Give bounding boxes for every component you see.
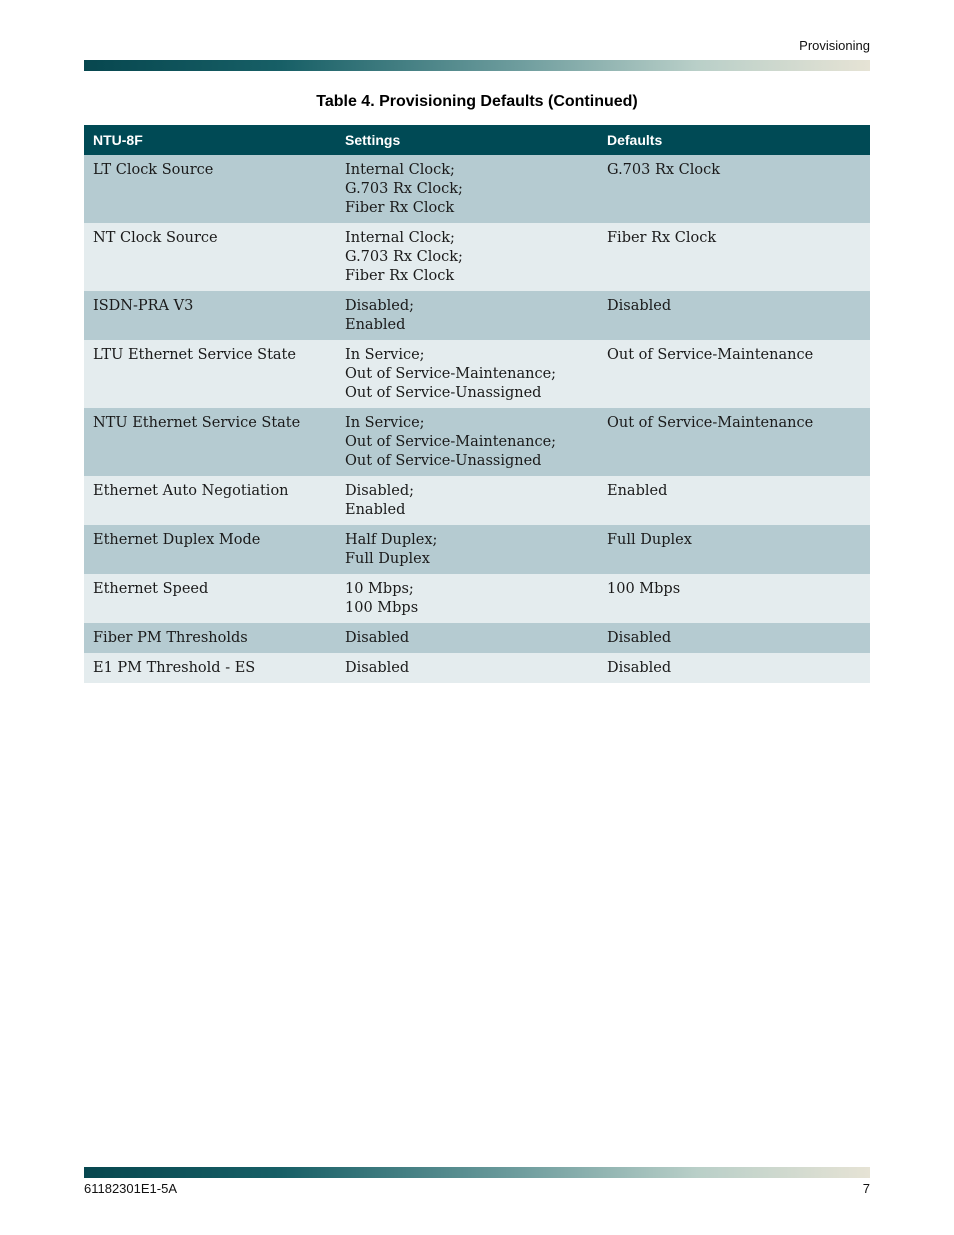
cell-settings: Internal Clock; G.703 Rx Clock; Fiber Rx Clock bbox=[336, 223, 598, 291]
table-row bbox=[84, 223, 870, 291]
table-row bbox=[84, 623, 870, 653]
cell-default: Fiber Rx Clock bbox=[598, 223, 870, 291]
table-row bbox=[84, 653, 870, 683]
cell-parameter: Fiber PM Thresholds bbox=[84, 623, 336, 653]
table-row bbox=[84, 291, 870, 340]
table-caption: Table 4. Provisioning Defaults (Continued) bbox=[316, 93, 638, 110]
table-body bbox=[84, 155, 870, 683]
cell-settings: Half Duplex; Full Duplex bbox=[336, 525, 598, 574]
table-row bbox=[84, 155, 870, 223]
cell-default: Out of Service-Maintenance bbox=[598, 408, 870, 476]
cell-parameter: E1 PM Threshold - ES bbox=[84, 653, 336, 683]
table-row bbox=[84, 525, 870, 574]
cell-settings: 10 Mbps; 100 Mbps bbox=[336, 574, 598, 623]
cell-default: 100 Mbps bbox=[598, 574, 870, 623]
provisioning-defaults-table bbox=[84, 125, 870, 683]
document-number: 61182301E1-5A bbox=[84, 1181, 178, 1196]
footer-gradient-bar bbox=[84, 1167, 870, 1178]
cell-default: Full Duplex bbox=[598, 525, 870, 574]
page-number: 7 bbox=[862, 1181, 870, 1196]
cell-parameter: Ethernet Speed bbox=[84, 574, 336, 623]
cell-default: Disabled bbox=[598, 623, 870, 653]
cell-default: G.703 Rx Clock bbox=[598, 155, 870, 223]
cell-default: Enabled bbox=[598, 476, 870, 525]
table-row bbox=[84, 408, 870, 476]
table-row bbox=[84, 574, 870, 623]
column-header-ntu: NTU-8F bbox=[84, 125, 336, 155]
column-header-settings: Settings bbox=[336, 125, 598, 155]
cell-default: Out of Service-Maintenance bbox=[598, 340, 870, 408]
running-header-section: Provisioning bbox=[799, 38, 870, 53]
cell-parameter: LT Clock Source bbox=[84, 155, 336, 223]
cell-parameter: LTU Ethernet Service State bbox=[84, 340, 336, 408]
cell-settings: Disabled; Enabled bbox=[336, 476, 598, 525]
table-row bbox=[84, 340, 870, 408]
table-row bbox=[84, 476, 870, 525]
header-gradient-bar bbox=[84, 60, 870, 71]
cell-settings: Disabled; Enabled bbox=[336, 291, 598, 340]
cell-default: Disabled bbox=[598, 653, 870, 683]
cell-settings: In Service; Out of Service-Maintenance; Out of Service-Unassigned bbox=[336, 408, 598, 476]
cell-parameter: Ethernet Auto Negotiation bbox=[84, 476, 336, 525]
cell-parameter: NTU Ethernet Service State bbox=[84, 408, 336, 476]
cell-parameter: NT Clock Source bbox=[84, 223, 336, 291]
cell-settings: In Service; Out of Service-Maintenance; Out of Service-Unassigned bbox=[336, 340, 598, 408]
cell-settings: Disabled bbox=[336, 623, 598, 653]
cell-default: Disabled bbox=[598, 291, 870, 340]
table-header-row bbox=[84, 125, 870, 155]
cell-parameter: Ethernet Duplex Mode bbox=[84, 525, 336, 574]
cell-parameter: ISDN-PRA V3 bbox=[84, 291, 336, 340]
column-header-defaults: Defaults bbox=[598, 125, 870, 155]
cell-settings: Disabled bbox=[336, 653, 598, 683]
cell-settings: Internal Clock; G.703 Rx Clock; Fiber Rx Clock bbox=[336, 155, 598, 223]
